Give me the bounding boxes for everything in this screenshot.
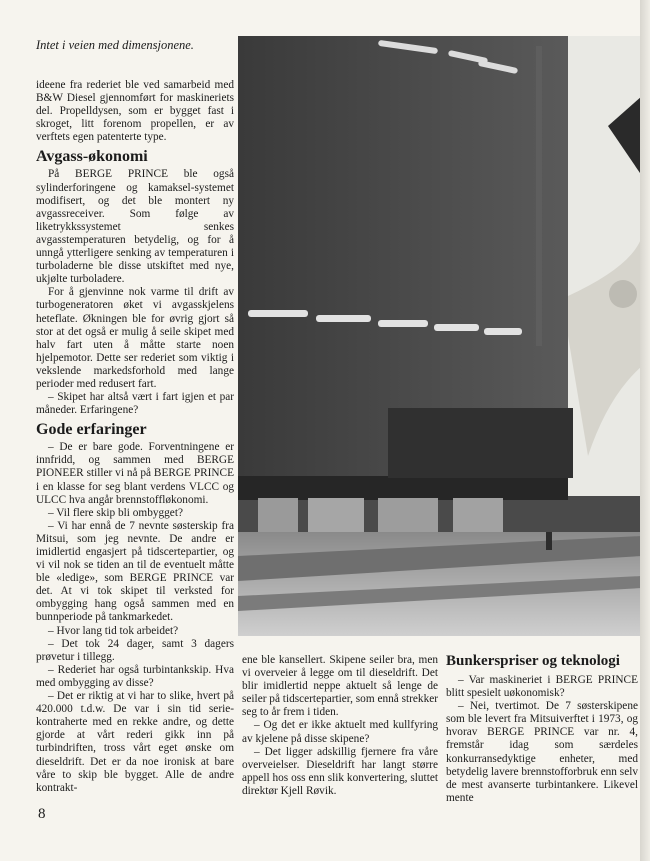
- paragraph: – Skipet har altså vært i fart igjen et par måneder. Erfaringene?: [36, 391, 234, 417]
- paragraph: – Og det er ikke aktuelt med kullfyring av kjelene på disse skipene?: [242, 719, 438, 745]
- paragraph: – Vi har ennå de 7 nevnte søsterskip fra Mitsui, som jeg nevnte. De andre er imidlertid engasjert på tidscertepartier, og vi vil nok se tiden an til de eventuelt måtte ble «ledige», som BERGE PRINCE var det. At vi tok skipet til verksted for ombygging hang også sammen med en bunnperiode på tankmarkedet.: [36, 519, 234, 624]
- paragraph: – Det er riktig at vi har to slike, hvert på 420.000 t.d.w. De var i sin tid serie-kontraherte med en rekke andre, og dette gjorde at vårt rederi gikk inn på turbindriften, tross vårt eget ønske om dieseldrift. Det er da noe ironisk at bare våre to skip ble bygget. Alle de andre kontrakt-: [36, 690, 234, 794]
- paragraph: – Var maskineriet i BERGE PRINCE blitt spesielt uøkonomisk?: [446, 674, 638, 700]
- paragraph: ene ble kansellert. Skipene seiler bra, men vi overveier å legge om til dieseldrift. Det blir imidlertid neppe aktuelt så lenge de seiler på tidscertepartier, som ennå strekker seg to år frem i tiden.: [242, 654, 438, 719]
- middle-column: [242, 654, 438, 798]
- paragraph: – Rederiet har også turbintankskip. Hva med ombygging av disse?: [36, 663, 234, 689]
- page-edge: [640, 0, 650, 861]
- paragraph: På BERGE PRINCE ble også sylinderforingene og kamaksel-systemet modifisert, og det ble montert ny avgassreceiver. Som følge av liketrykkssystemet senkes avgasstemperaturen betydelig, og for å unngå ytterligere senking av temperaturen i turboladerne ble disse utskiftet med nye, ukjølte turboladere.: [36, 168, 234, 286]
- paragraph: – Nei, tvertimot. De 7 søsterskipene som ble levert fra Mitsuiverftet i 1973, og hvorav BERGE PRINCE var nr. 4, fremstår idag som særdeles konkurransedyktige enheter, med betydelig lavere brennstofforbruk enn selv de mest avanserte turbintankere. Likevel mente: [446, 700, 638, 804]
- ship-hull-photo: [238, 36, 642, 636]
- paragraph: – De er bare gode. Forventningene er innfridd, og sammen med BERGE PIONEER stiller vi nå på BERGE PRINCE i en klasse for seg blant verdens VLCC og ULCC hva angår brennstoffløkonomi.: [36, 441, 234, 506]
- section-heading: Gode erfaringer: [36, 421, 147, 439]
- right-column: [446, 652, 638, 805]
- paragraph: For å gjenvinne nok varme til drift av turbogeneratoren øket vi avgasskjelens heteflate. Økningen ble for øvrig gjort så stor at det også er mulig å seile skipet med halv fart uten å måtte starte noen hjelpemotor. Dette ser rederiet som viktig i vekslende markedsforhold med lange perioder med redusert fart.: [36, 286, 234, 390]
- section-heading: Bunkerspriser og teknologi: [446, 653, 620, 669]
- paragraph: – Vil flere skip bli ombygget?: [48, 506, 183, 519]
- paragraph: – Hvor lang tid tok arbeidet?: [48, 624, 179, 637]
- page-number: 8: [38, 806, 46, 822]
- left-column: [36, 79, 234, 795]
- paragraph: ideene fra rederiet ble ved samarbeid med B&W Diesel gjennomført for maskineriets del. Propelldysen, som er bygget fast i skroget, litt forenom propellen, er av verftets egen patenterte type.: [36, 79, 234, 144]
- section-heading: Avgass-økonomi: [36, 148, 148, 166]
- paragraph: – Det ligger adskillig fjernere fra våre overveielser. Dieseldrift har langt større appell hos oss enn slik konvertering, sluttet direktør Kjell Røvik.: [242, 745, 438, 797]
- running-head: Intet i veien med dimensjonene.: [36, 38, 194, 52]
- ship-hull-illustration: [238, 36, 642, 636]
- paragraph: – Det tok 24 dager, samt 3 dagers prøvetur i tillegg.: [36, 637, 234, 663]
